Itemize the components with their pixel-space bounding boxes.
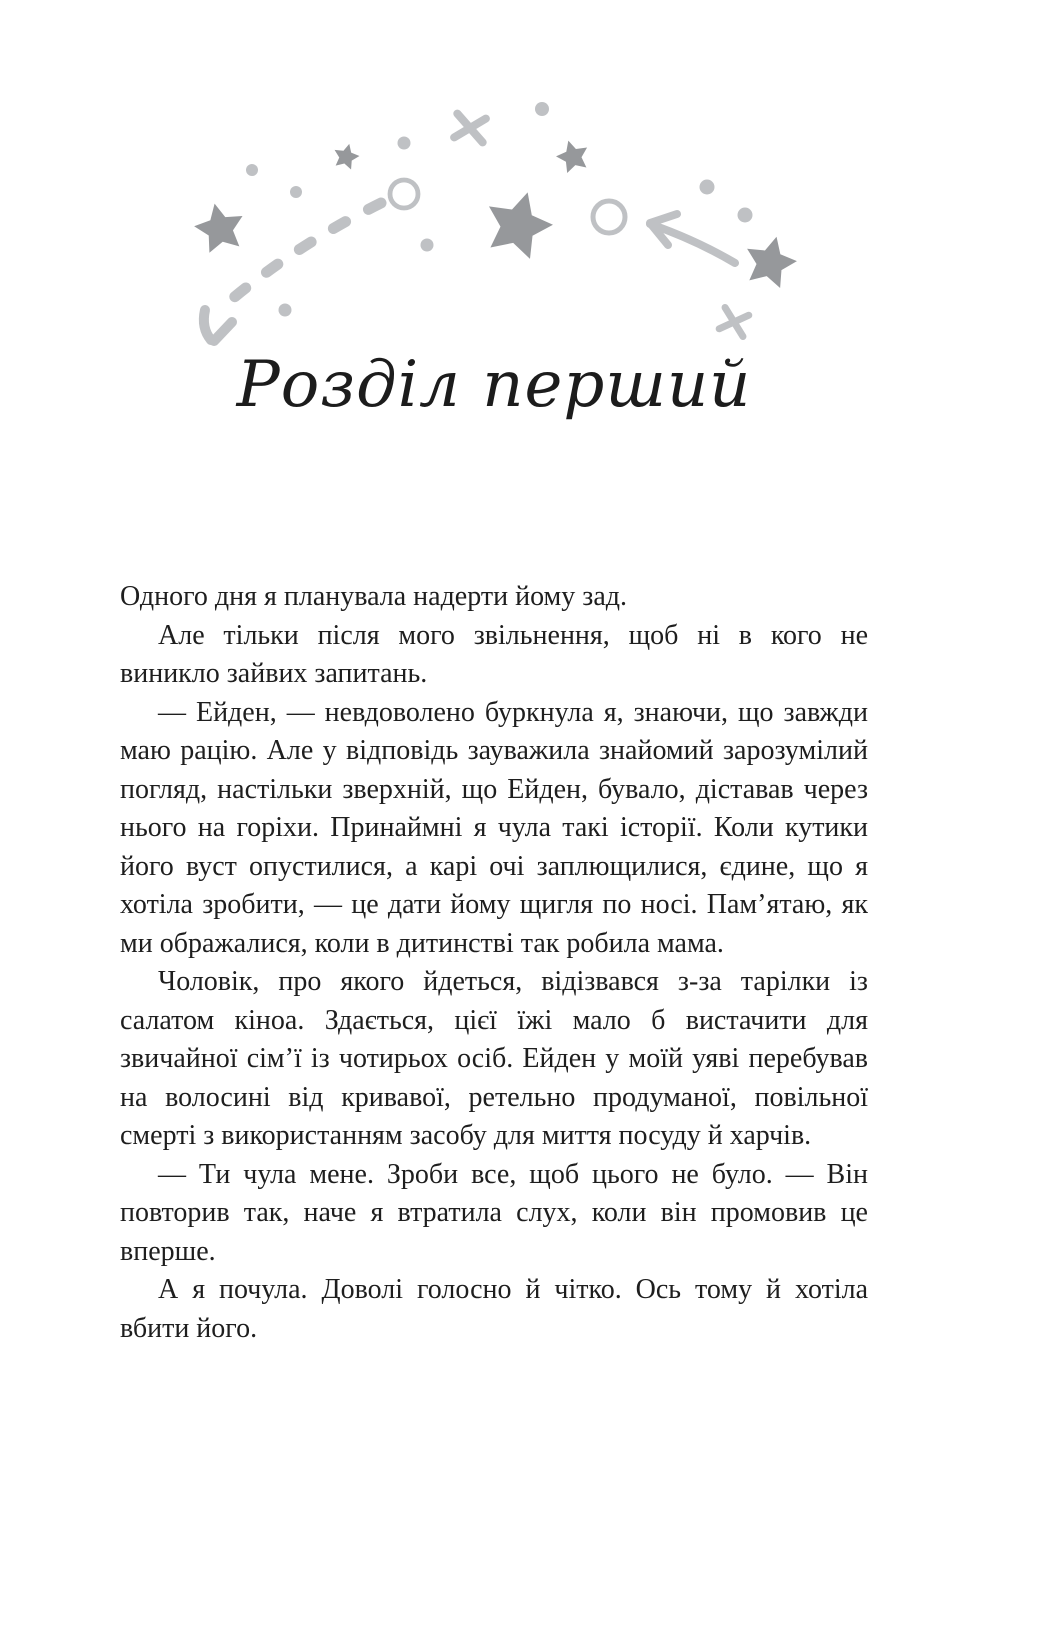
stars-doodle-illustration (0, 0, 1040, 360)
dot-icon (535, 102, 549, 116)
star-icon (553, 136, 593, 174)
arrow-down-left-icon (204, 310, 232, 341)
circle-icon (593, 201, 625, 233)
star-icon (478, 183, 559, 262)
dot-icon (279, 304, 292, 317)
dot-icon (421, 239, 434, 252)
dashed-trail (232, 203, 381, 299)
x-icon (718, 308, 750, 337)
star-icon (331, 141, 362, 171)
star-icon (740, 231, 802, 291)
chapter-body (120, 578, 868, 1348)
dot-icon (738, 208, 753, 223)
body-paragraph: Одного дня я планувала надерти йому зад. (120, 581, 627, 612)
dot-icon (700, 180, 715, 195)
arrow-curved-left-icon (650, 214, 735, 263)
dot-icon (246, 164, 258, 176)
body-paragraph: — Ейден, — невдоволено буркнула я, знаючи, що завжди маю рацію. Але у відповідь зауважила знайомий зарозумілий погляд, настільки зверхній, що Ейден, бувало, діставав через нього на горіхи. Принаймні я чула такі історії. Коли кутики його вуст опустилися, а карі очі заплющилися, єдине, що я хотіла зробити, — це дати йому щигля по носі. Пам’ятаю, як ми ображалися, коли в дитинстві так робила мама. (120, 696, 868, 959)
x-icon (453, 114, 487, 143)
dot-icon (398, 137, 411, 150)
dot-icon (290, 186, 302, 198)
chapter-title: Розділ перший (236, 348, 752, 422)
circle-icon (390, 180, 418, 208)
body-paragraph: А я почула. Доволі голосно й чітко. Ось тому й хотіла вбити його. (120, 1274, 868, 1344)
body-paragraph: Але тільки після мого звільнення, щоб ні в кого не виникло зайвих запитань. (120, 619, 868, 689)
body-paragraph: — Ти чула мене. Зроби все, щоб цього не було. — Він повторив так, наче я втратила слух, коли він промовив це вперше. (120, 1158, 868, 1267)
star-icon (190, 198, 248, 254)
body-paragraph: Чоловік, про якого йдеться, відізвався з-за тарілки із салатом кіноа. Здається, цієї їжі мало б вистачити для звичайної сім’ї із чотирьох осіб. Ейден у моїй уяві перебував на волосині від кривавої, ретельно продуманої, повільної смерті з використанням засобу для миття посуду й харчів. (120, 966, 868, 1151)
